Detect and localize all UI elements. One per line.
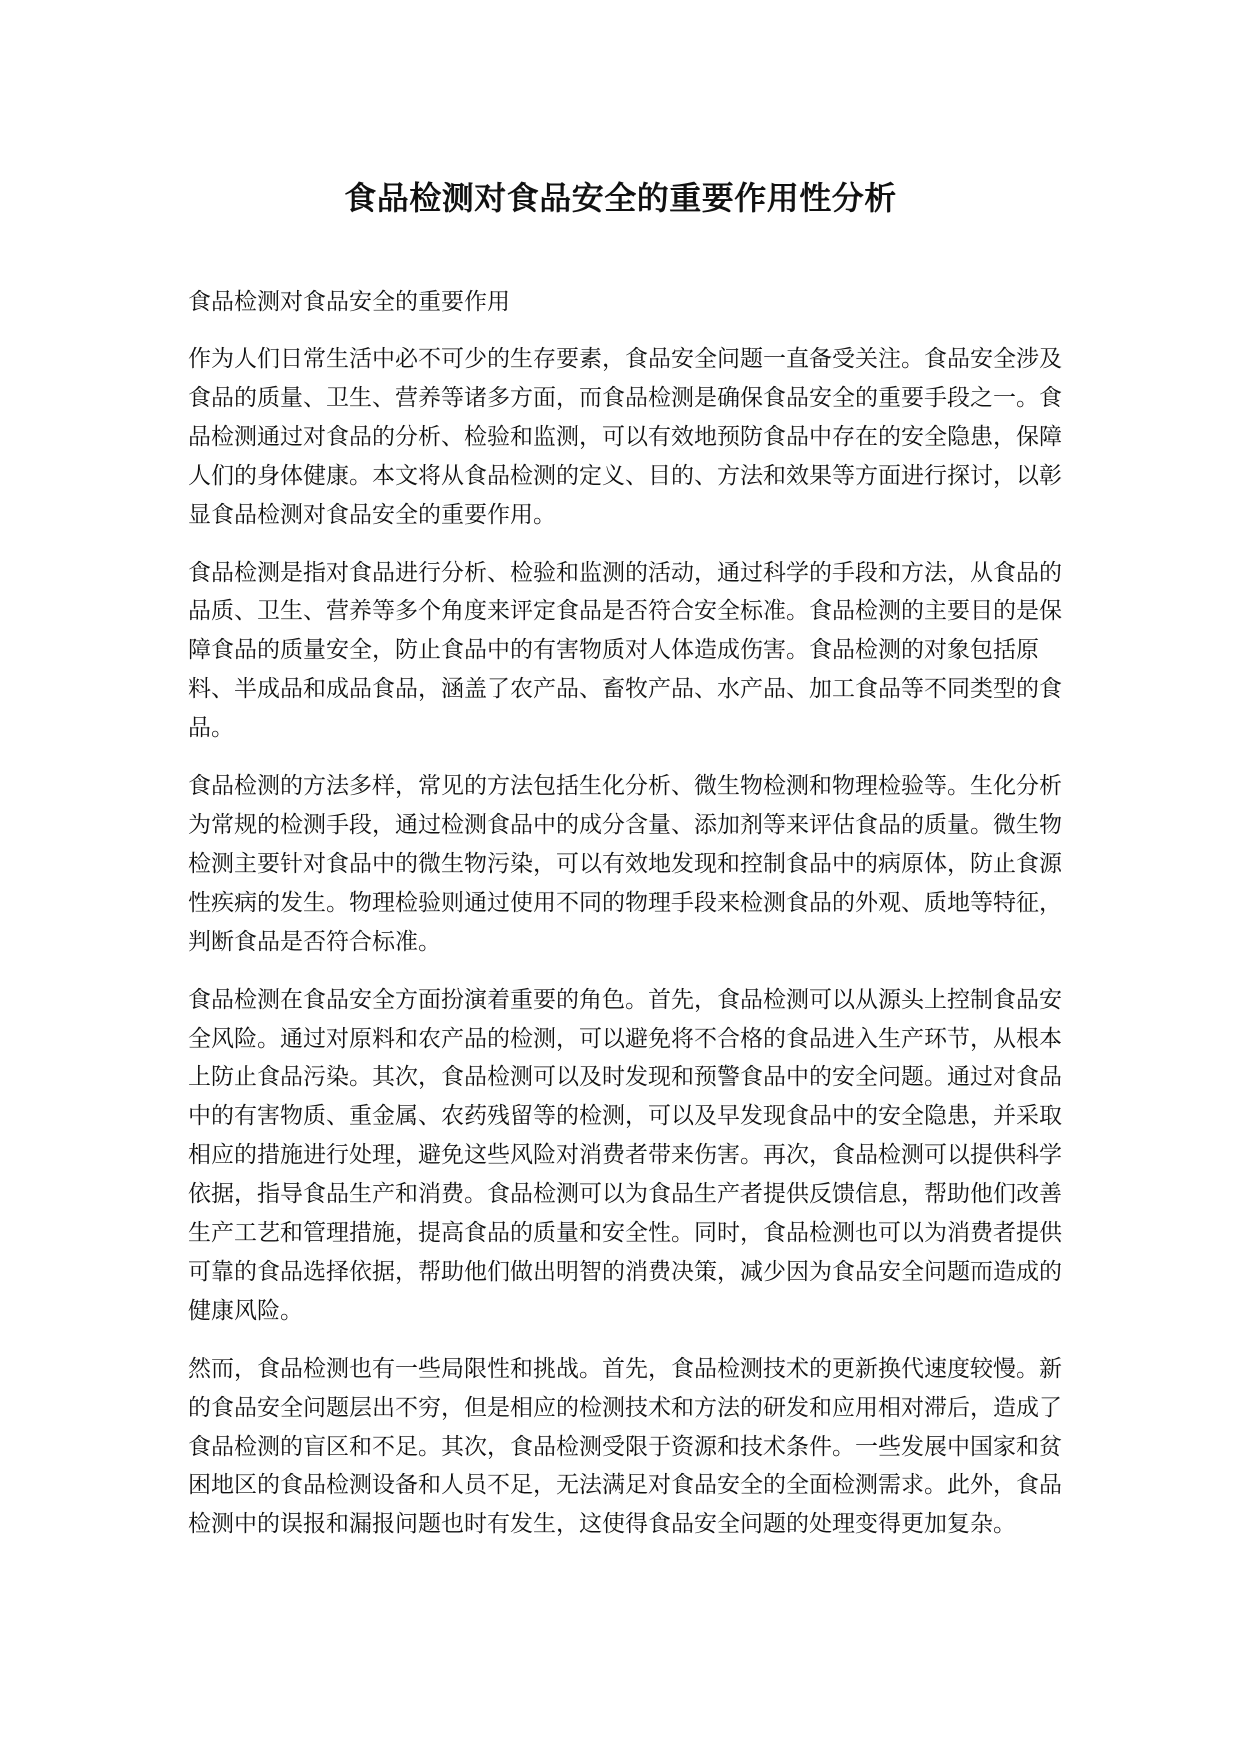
paragraph-limitations: 然而，食品检测也有一些局限性和挑战。首先，食品检测技术的更新换代速度较慢。新的食品安全问题层出不穷，但是相应的检测技术和方法的研发和应用相对滞后，造成了食品检测的盲区和不足。其次，食品检测受限于资源和技术条件。一些发展中国家和贫困地区的食品检测设备和人员不足，无法满足对食品安全的全面检测需求。此外，食品检测中的误报和漏报问题也时有发生，这使得食品安全问题的处理变得更加复杂。 — [188, 1355, 1062, 1538]
paragraph-role: 食品检测在食品安全方面扮演着重要的角色。首先，食品检测可以从源头上控制食品安全风险。通过对原料和农产品的检测，可以避免将不合格的食品进入生产环节，从根本上防止食品污染。其次，食品检测可以及时发现和预警食品中的安全问题。通过对食品中的有害物质、重金属、农药残留等的检测，可以及早发现食品中的安全隐患，并采取相应的措施进行处理，避免这些风险对消费者带来伤害。再次，食品检测可以提供科学依据，指导食品生产和消费。食品检测可以为食品生产者提供反馈信息，帮助他们改善生产工艺和管理措施，提高食品的质量和安全性。同时，食品检测也可以为消费者提供可靠的食品选择依据，帮助他们做出明智的消费决策，减少因为食品安全问题而造成的健康风险。 — [188, 986, 1062, 1324]
document-body — [188, 283, 1080, 1563]
paragraph-methods: 食品检测的方法多样，常见的方法包括生化分析、微生物检测和物理检验等。生化分析为常规的检测手段，通过检测食品中的成分含量、添加剂等来评估食品的质量。微生物检测主要针对食品中的微生物污染，可以有效地发现和控制食品中的病原体，防止食源性疾病的发生。物理检验则通过使用不同的物理手段来检测食品的外观、质地等特征，判断食品是否符合标准。 — [188, 773, 1062, 955]
section-heading: 食品检测对食品安全的重要作用 — [188, 289, 510, 315]
document-title: 食品检测对食品安全的重要作用性分析 — [344, 179, 897, 217]
paragraph-definition: 食品检测是指对食品进行分析、检验和监测的活动，通过科学的手段和方法，从食品的品质、卫生、营养等多个角度来评定食品是否符合安全标准。食品检测的主要目的是保障食品的质量安全，防止食品中的有害物质对人体造成伤害。食品检测的对象包括原料、半成品和成品食品，涵盖了农产品、畜牧产品、水产品、加工食品等不同类型的食品。 — [188, 559, 1062, 742]
paragraph-intro: 作为人们日常生活中必不可少的生存要素，食品安全问题一直备受关注。食品安全涉及食品的质量、卫生、营养等诸多方面，而食品检测是确保食品安全的重要手段之一。食品检测通过对食品的分析、检验和监测，可以有效地预防食品中存在的安全隐患，保障人们的身体健康。本文将从食品检测的定义、目的、方法和效果等方面进行探讨，以彰显食品检测对食品安全的重要作用。 — [188, 346, 1062, 528]
